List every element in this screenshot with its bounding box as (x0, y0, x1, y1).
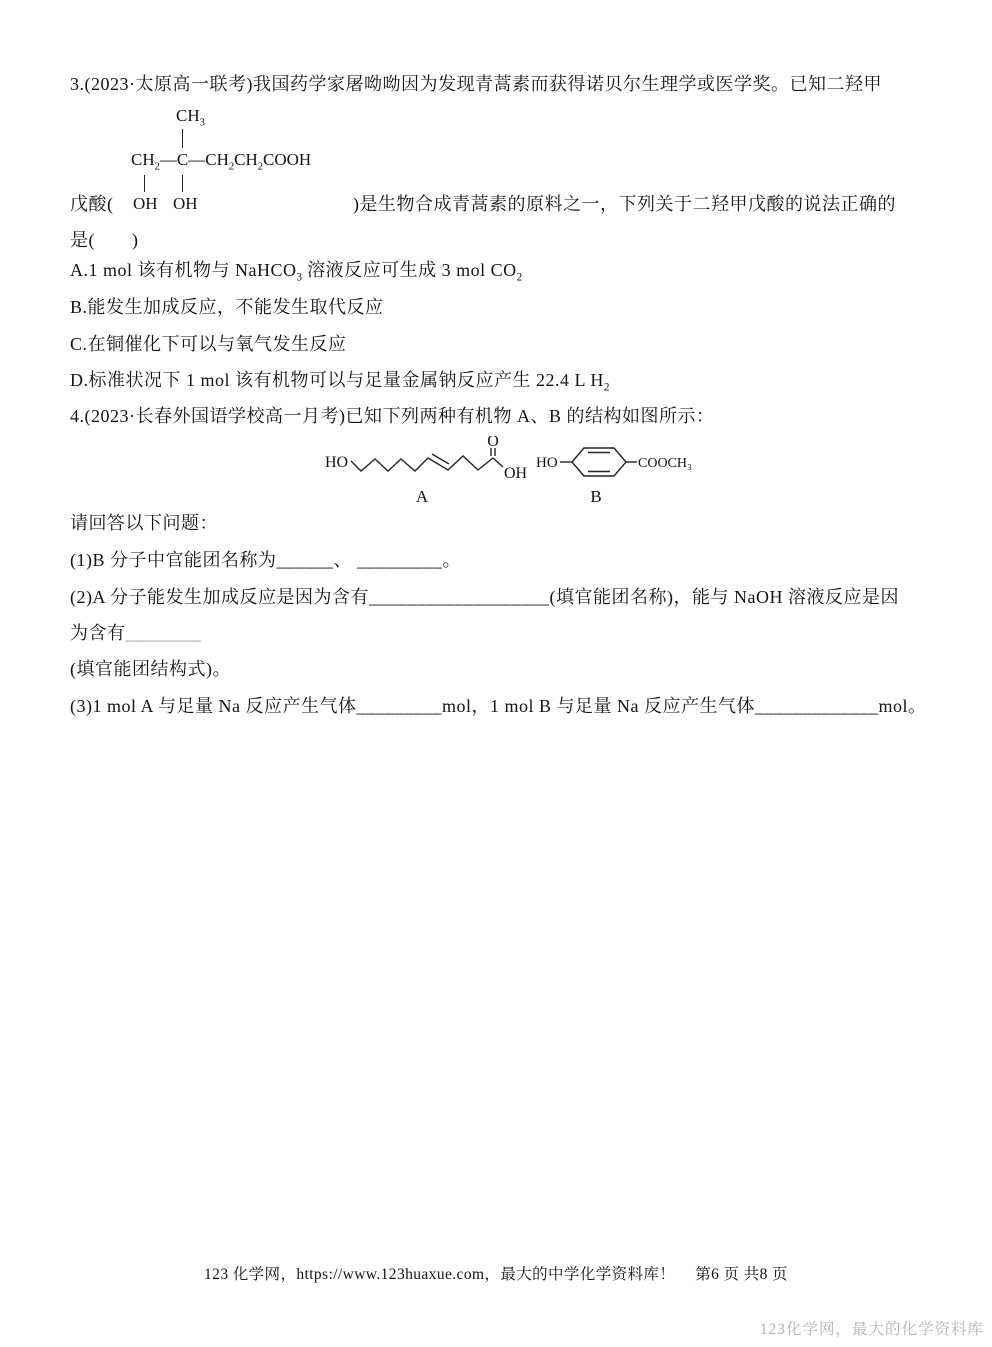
molecule-a-caption: A (415, 487, 429, 506)
q3-intro-text: 3.(2023·太原高一联考)我国药学家屠呦呦因为发现青蒿素而获得诺贝尔生理学或医学奖。已知二羟甲 (70, 74, 882, 94)
q4-sub2-part1: (2)A 分子能发生加成反应是因为含有 (70, 587, 369, 607)
q4-prompt-text: 请回答以下问题： (70, 513, 218, 533)
footer-site-info: 123 化学网，https://www.123huaxue.com，最大的中学化学资料库！ (204, 1266, 676, 1283)
molecule-b-caption: B (590, 487, 602, 506)
q3-answer-parens: 是( ) (70, 230, 139, 250)
q4-intro-text: 4.(2023·长春外国语学校高一月考)已知下列两种有机物 A、B 的结构如图所示： (70, 406, 715, 426)
c-oh-bond (493, 458, 503, 467)
methyl-group-formula: $CH_3$ (176, 106, 205, 129)
q4-sub2-line1 (70, 585, 899, 609)
q3-molecule-structure (128, 106, 388, 216)
ester-group-label: COOCH₃ (638, 456, 692, 471)
hydroxyl-right-label: OH (173, 194, 198, 213)
hydroxyl-left-label: OH (133, 194, 158, 213)
q4-sub1-text: (1)B 分子中官能团名称为______、 _________。 (70, 550, 461, 570)
molecule-a-ho-label: HO (325, 454, 349, 471)
q4-sub2-line2 (70, 621, 202, 645)
molecule-a-structure (320, 436, 535, 506)
q4-sub3-text: (3)1 mol A 与足量 Na 反应产生气体_________mol，1 mol B 与足量 Na 反应产生气体_____________mol。 (70, 696, 927, 716)
q4-sub2-part3: 为含有 (70, 623, 126, 643)
q3-option-a: A.1 mol 该有机物与 NaHCO$_3$ 溶液反应可生成 3 mol $CO_2$ (70, 260, 523, 284)
bond-ch2-oh (144, 175, 145, 192)
footer-page-number: 第6 页 共8 页 (695, 1266, 788, 1283)
q4-sub2-blank2: ________ (125, 623, 202, 643)
q3-option-b: B.能发生加成反应，不能发生取代反应 (70, 297, 384, 317)
carbon-chain-formula: $CH_2—C—CH_2CH_2COOH$ (131, 150, 312, 173)
q4-sub2-blank1: ___________________ (369, 587, 550, 607)
q4-sub2-part2: (填官能团名称)，能与 NaOH 溶液反应是因 (549, 587, 899, 607)
q4-sub2-line3: (填官能团结构式)。 (70, 659, 231, 679)
bond-c-ch3 (182, 129, 183, 148)
q3-cont-suffix: )是生物合成青蒿素的原料之一，下列关于二羟甲戊酸的说法正确的 (353, 194, 896, 214)
q3-cont-prefix: 戊酸( (70, 194, 114, 214)
molecule-b-ho-label: HO (536, 455, 558, 471)
molecule-a-oh-label: OH (504, 465, 528, 482)
q3-option-d: D.标准状况下 1 mol 该有机物可以与足量金属钠反应产生 22.4 L $H_2$ (70, 370, 610, 394)
page-footer (0, 1262, 992, 1284)
molecule-b-structure (534, 436, 696, 506)
bond-c-oh (182, 175, 183, 192)
q3-option-c: C.在铜催化下可以与氧气发生反应 (70, 334, 347, 354)
site-watermark: 123化学网，最大的化学资料库 (759, 1321, 984, 1338)
carbon-chain-bonds (351, 456, 493, 471)
carbonyl-oxygen-label: O (487, 436, 499, 450)
